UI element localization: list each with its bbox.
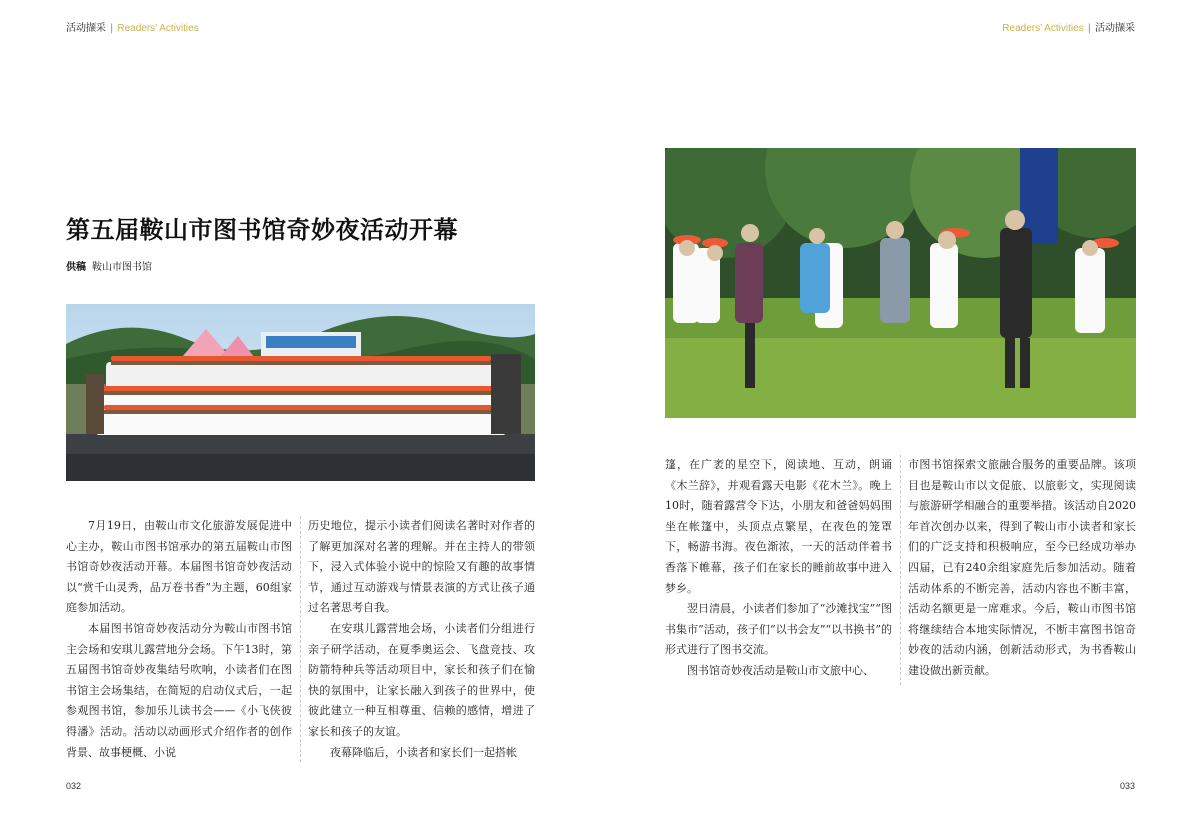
section-cn: 活动撷采: [1095, 23, 1135, 34]
text-column-2: [308, 516, 535, 763]
text-column-3: [665, 455, 892, 682]
page-number-right: 033: [1119, 781, 1135, 791]
section-en: Readers’ Activities: [1002, 23, 1084, 34]
group-photo: [66, 304, 535, 481]
section-cn: 活动撷采: [66, 23, 106, 34]
paragraph: 7月19日，由鞍山市文化旅游发展促进中心主办，鞍山市图书馆承办的第五届鞍山市图书馆奇妙夜活动开幕。本届图书馆奇妙夜活动以“赏千山灵秀，品万卷书香”为主题，60组家庭参加活动。: [66, 519, 292, 615]
paragraph: 夜幕降临后，小读者和家长们一起搭帐: [330, 745, 517, 759]
text-column-4: [908, 455, 1136, 682]
page-number-left: 032: [66, 781, 82, 791]
paragraph: 翌日清晨，小读者们参加了“沙滩找宝”“图书集市”活动，孩子们“以书会友”“以书换书”的形式进行了图书交流。: [665, 602, 892, 657]
paragraph: 图书馆奇妙夜活动是鞍山市文旅中心、: [687, 663, 874, 677]
byline-label: 供稿: [66, 262, 86, 273]
right-running-header: Readers’ Activities | 活动撷采: [1002, 23, 1135, 34]
paragraph: 历史地位，提示小读者们阅读名著时对作者的了解更加深对名著的理解。并在主持人的带领下，浸入式体验小说中的惊险又有趣的故事情节，通过互动游戏与情景表演的方式让孩子通过名著思考自我。: [308, 519, 535, 615]
text-column-1: [66, 516, 292, 763]
byline-value: 鞍山市图书馆: [92, 262, 152, 273]
paragraph: 在安琪儿露营地会场，小读者们分组进行亲子研学活动，在夏季奥运会、飞盘竞技、攻防箭特种兵等活动项目中，家长和孩子们在愉快的氛围中，让家长融入到孩子的世界中，使彼此建立一种互相尊重、信赖的感情，增进了家长和孩子的友谊。: [308, 621, 535, 738]
column-divider: [300, 516, 301, 762]
article-title: 第五届鞍山市图书馆奇妙夜活动开幕: [66, 215, 458, 244]
byline: [66, 258, 152, 273]
paragraph: 篷，在广袤的星空下，阅读地、互动，朗诵《木兰辞》，并观看露天电影《花木兰》。晚上10时，随着露营令下达，小朋友和爸爸妈妈围坐在帐篷中，头顶点点繁星，在夜色的笼罩下，畅游书海。夜色渐浓，一天的活动伴着书香落下帷幕，孩子们在家长的睡前故事中进入梦乡。: [665, 458, 892, 595]
section-en: Readers’ Activities: [117, 23, 199, 34]
paragraph: 本届图书馆奇妙夜活动分为鞍山市图书馆主会场和安琪儿露营地分会场。下午13时，第五届图书馆奇妙夜集结号吹响，小读者们在图书馆主会场集结，在简短的启动仪式后，一起参观图书馆，参加乐儿读书会——《小飞侠彼得潘》活动。活动以动画形式介绍作者的创作背景、故事梗概、小说: [66, 621, 292, 759]
column-divider: [900, 455, 901, 685]
left-running-header: 活动撷采 | Readers’ Activities: [66, 23, 199, 34]
running-photo: [665, 148, 1136, 418]
paragraph: 市图书馆探索文旅融合服务的重要品牌。该项目也是鞍山市以文促旅、以旅彰文，实现阅读与旅游研学相融合的重要举措。该活动自2020年首次创办以来，得到了鞍山市小读者和家长们的广泛支持和积极响应，至今已经成功举办四届，已有240余组家庭先后参加活动。随着活动体系的不断完善，活动内容也不断丰富，活动名额更是一席难求。今后，鞍山市图书馆将继续结合本地实际情况，不断丰富图书馆奇妙夜的活动内涵，创新活动形式，为书香鞍山建设做出新贡献。: [908, 458, 1136, 677]
